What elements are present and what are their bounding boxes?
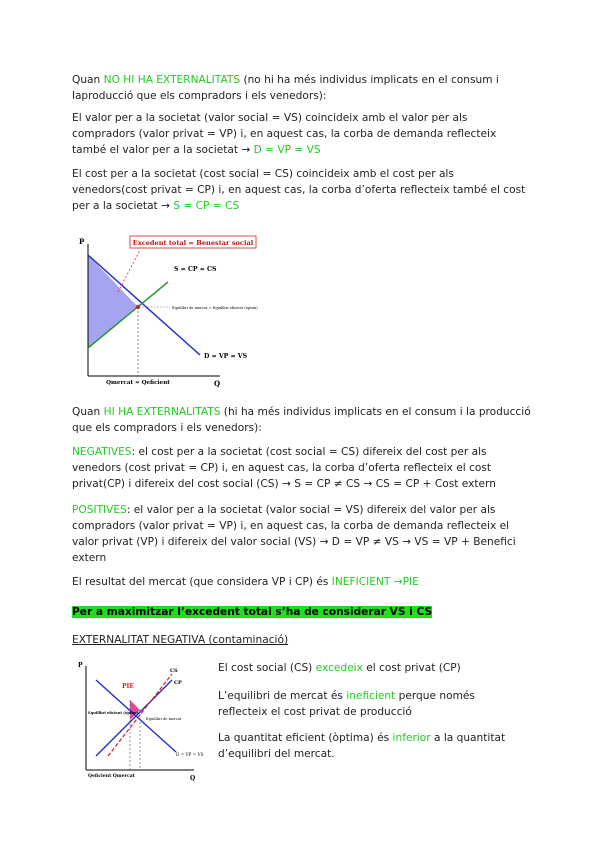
demand-equation: D = VP = VS bbox=[253, 144, 321, 156]
demand-label: D = VP = VS bbox=[204, 353, 248, 360]
negative-externalities-paragraph: NEGATIVES: el cost per a la societat (cost social = CS) difereix del cost per als venedors (cost privat = CP) i, en aquest cas, la corba d’oferta reflecteix el cost privat(CP) i difereix del cost social (CS) → S = CP ≠ CS → CS = CP + Cost extern bbox=[72, 446, 496, 490]
efficient-equilibrium-label: Equilibri eficient (òptim) bbox=[88, 711, 139, 715]
social-value-paragraph: El valor per a la societat (valor social = VS) coincideix amb el valor per als compradors (valor privat = VP) i, en aquest cas, la corba de demanda reflecteix també el valor per a la societat → D = VP = VS bbox=[72, 112, 497, 156]
y-axis-label: P bbox=[78, 662, 83, 669]
intro-no-externalities: Quan NO HI HA EXTERNALITATS (no hi ha més individus implicats en el consum i laproducció que els compradors i els venedors): bbox=[72, 74, 499, 102]
positives-keyword: POSITIVES bbox=[72, 504, 127, 516]
efficient-quantity-paragraph: La quantitat eficient (òptima) és inferior a la quantitat d’equilibri del mercat. bbox=[218, 732, 506, 760]
x-axis-label: Q bbox=[190, 775, 196, 782]
x-axis-label: Q bbox=[214, 379, 221, 388]
negative-externality-chart bbox=[72, 656, 212, 784]
y-axis-label: P bbox=[79, 237, 85, 246]
social-cost-paragraph: El cost per a la societat (cost social = CS) coincideix amb el cost per als venedors(cost privat = CP) i, en aquest cas, la corba d’oferta reflecteix també el cost per a la societat → S = CP = CS bbox=[72, 168, 526, 212]
cs-label: CS bbox=[170, 668, 178, 674]
market-result-paragraph: El resultat del mercat (que considera VP i CP) és INEFICIENT →PIE bbox=[72, 576, 419, 588]
no-externality-chart bbox=[70, 230, 280, 390]
quantity-tick-labels: Qeficient Qmercat bbox=[88, 774, 135, 779]
social-cost-exceeds-paragraph: El cost social (CS) excedeix el cost privat (CP) bbox=[218, 662, 461, 674]
maximize-surplus-note: Per a maximitzar l’excedent total s’ha de considerar VS i CS bbox=[72, 606, 433, 618]
market-equilibrium-label: Equilibri de mercat bbox=[146, 717, 182, 721]
negatives-keyword: NEGATIVES bbox=[72, 446, 132, 458]
negative-externality-heading: EXTERNALITAT NEGATIVA (contaminació) bbox=[72, 634, 289, 646]
chart-title: Excedent total = Benestar social bbox=[132, 239, 254, 247]
supply-label: S = CP = CS bbox=[174, 266, 217, 273]
cp-label: CP bbox=[174, 680, 182, 686]
inefficient-keyword: INEFICIENT →PIE bbox=[331, 576, 419, 588]
quantity-tick-label: Qmercat = Qeficient bbox=[106, 380, 170, 386]
highlight-no-externalities: NO HI HA EXTERNALITATS bbox=[103, 74, 241, 86]
equilibrium-label: Equilibri de mercat = Equilibri eficient (òptim) bbox=[172, 306, 258, 310]
supply-equation: S = CP = CS bbox=[173, 200, 240, 212]
positive-externalities-paragraph: POSITIVES: el valor per a la societat (valor social = VS) difereix del valor per als compradors (valor privat = VP) i, en aquest cas, la corba de demanda reflecteix el valor privat (VP) i difereix del valor social (VS) → D = VP ≠ VS → VS = VP + Benefici extern bbox=[72, 504, 516, 564]
highlight-externalities: HI HA EXTERNALITATS bbox=[103, 406, 221, 418]
inferior-keyword: inferior bbox=[392, 732, 431, 744]
total-surplus-area bbox=[88, 255, 138, 348]
inefficient-equilibrium-paragraph: L’equilibri de mercat és ineficient perque només reflecteix el cost privat de producció bbox=[218, 690, 475, 718]
pie-label: PIE bbox=[122, 683, 134, 690]
intro-externalities: Quan HI HA EXTERNALITATS (hi ha més individus implicats en el consum i la producció que els compradors i els venedors): bbox=[72, 406, 531, 434]
demand-label: D = VP = VS bbox=[176, 752, 204, 757]
inefficient-word: ineficient bbox=[346, 690, 396, 702]
exceeds-keyword: excedeix bbox=[315, 662, 363, 674]
